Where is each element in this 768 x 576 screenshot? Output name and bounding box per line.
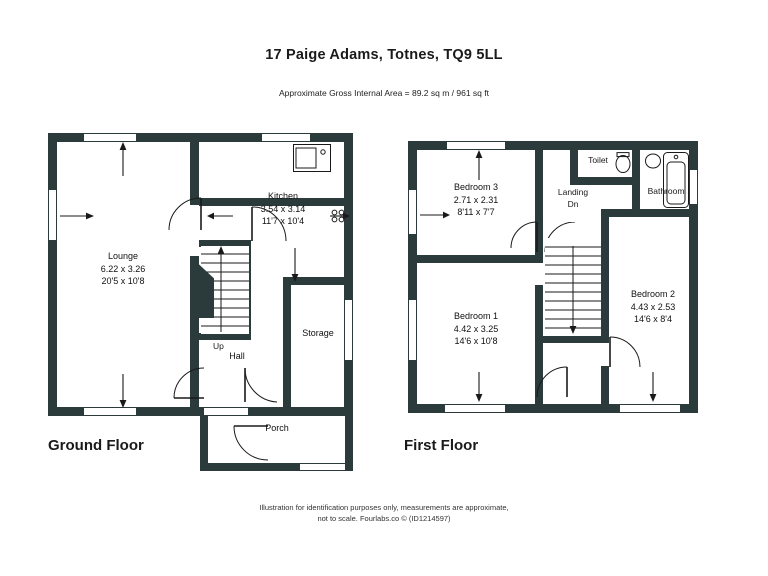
room-bedroom-2 bbox=[609, 288, 697, 326]
window-porch-bottom bbox=[300, 463, 345, 471]
room-lounge bbox=[66, 250, 180, 288]
window-bed3-left bbox=[408, 190, 417, 234]
room-bedroom-3-name: Bedroom 3 bbox=[453, 182, 499, 192]
door-hall-front bbox=[243, 366, 279, 404]
arrow-bed1-bottom bbox=[474, 372, 484, 407]
room-bedroom-2-name: Bedroom 2 bbox=[630, 289, 676, 299]
window-lounge-top bbox=[84, 133, 136, 142]
window-lounge-bottom bbox=[84, 407, 136, 416]
footer-disclaimer bbox=[0, 502, 768, 524]
staircase-first bbox=[545, 238, 601, 336]
stair-direction-up: Up bbox=[213, 341, 224, 351]
wall-landing-right-lower bbox=[601, 366, 609, 413]
room-bedroom-3-metric: 2.71 x 2.31 bbox=[453, 194, 499, 205]
door-lounge-kitchen bbox=[165, 196, 203, 230]
arrow-bed2-bottom bbox=[648, 372, 658, 407]
window-kitchen-top bbox=[262, 133, 310, 142]
wall-storage-left bbox=[283, 277, 291, 408]
arrow-kitchen-vertical bbox=[290, 248, 300, 287]
door-landing-bed1 bbox=[536, 366, 568, 398]
room-landing-name: Landing bbox=[557, 187, 589, 197]
wall-porch-right bbox=[345, 416, 353, 471]
room-bedroom-1 bbox=[420, 310, 532, 348]
room-landing bbox=[544, 187, 602, 210]
room-toilet bbox=[578, 155, 618, 167]
room-kitchen-name: Kitchen bbox=[267, 191, 299, 201]
room-toilet-name: Toilet bbox=[588, 155, 608, 165]
room-kitchen bbox=[227, 190, 339, 228]
wall-left-ground bbox=[48, 133, 57, 416]
wall-bed3-bed1 bbox=[417, 255, 535, 263]
room-hall bbox=[210, 350, 264, 363]
room-lounge-metric: 6.22 x 3.26 bbox=[100, 263, 146, 274]
wall-stair-first-bottom bbox=[543, 336, 609, 343]
room-kitchen-imperial: 11'7 x 10'4 bbox=[261, 216, 305, 226]
room-bedroom-1-imperial: 14'6 x 10'8 bbox=[454, 336, 498, 346]
arrow-lounge-left bbox=[60, 208, 94, 226]
floor-label-ground: Ground Floor bbox=[48, 437, 144, 454]
room-hall-name: Hall bbox=[229, 351, 245, 361]
wall-stair-bottom bbox=[199, 333, 251, 340]
room-bedroom-1-metric: 4.42 x 3.25 bbox=[453, 323, 499, 334]
footer-line-2: not to scale. Fourlabs.co © (ID1214597) bbox=[317, 514, 451, 523]
room-lounge-name: Lounge bbox=[107, 251, 139, 261]
window-hall-bottom bbox=[204, 407, 248, 416]
room-storage-name: Storage bbox=[302, 328, 334, 338]
room-bedroom-2-metric: 4.43 x 2.53 bbox=[630, 301, 676, 312]
wall-left-first bbox=[408, 141, 417, 413]
wall-landing-right bbox=[601, 216, 609, 336]
room-bedroom-2-imperial: 14'6 x 8'4 bbox=[634, 314, 672, 324]
page-subtitle: Approximate Gross Internal Area = 89.2 sq m / 961 sq ft bbox=[278, 88, 489, 98]
room-lounge-imperial: 20'5 x 10'8 bbox=[101, 276, 145, 286]
wall-bathroom-bottom bbox=[601, 209, 690, 217]
room-porch bbox=[246, 422, 308, 435]
sink-icon bbox=[293, 144, 331, 172]
arrow-lounge-bottom bbox=[118, 374, 128, 413]
room-bathroom bbox=[637, 186, 695, 198]
window-lounge-left bbox=[48, 190, 57, 240]
page-title: 17 Paige Adams, Totnes, TQ9 5LL bbox=[265, 47, 503, 63]
footer-line-1: Illustration for identification purposes only, measurements are approximate, bbox=[259, 503, 509, 512]
room-storage bbox=[283, 327, 353, 340]
wall-toilet-bottom bbox=[570, 177, 640, 185]
door-lounge-hall bbox=[172, 366, 206, 400]
arrow-bed3-top bbox=[474, 150, 484, 185]
room-porch-name: Porch bbox=[265, 423, 289, 433]
basin-icon bbox=[644, 152, 662, 170]
bathtub-icon bbox=[663, 152, 689, 208]
wall-bathroom-left bbox=[632, 150, 640, 216]
room-bedroom-3-imperial: 8'11 x 7'7 bbox=[457, 207, 495, 217]
window-bed3-top bbox=[447, 141, 505, 150]
arrow-lounge-top bbox=[118, 142, 128, 181]
room-bedroom-3 bbox=[420, 181, 532, 219]
window-bed1-left bbox=[408, 300, 417, 360]
room-bathroom-name: Bathroom bbox=[647, 186, 685, 196]
door-bed3-landing bbox=[509, 220, 539, 254]
wall-right-ground bbox=[344, 133, 353, 416]
stair-direction-dn: Dn bbox=[567, 198, 579, 209]
room-kitchen-metric: 3.54 x 3.14 bbox=[260, 203, 306, 214]
floor-label-first: First Floor bbox=[404, 437, 479, 454]
door-landing-bed2 bbox=[609, 336, 641, 368]
room-bedroom-1-name: Bedroom 1 bbox=[453, 311, 499, 321]
